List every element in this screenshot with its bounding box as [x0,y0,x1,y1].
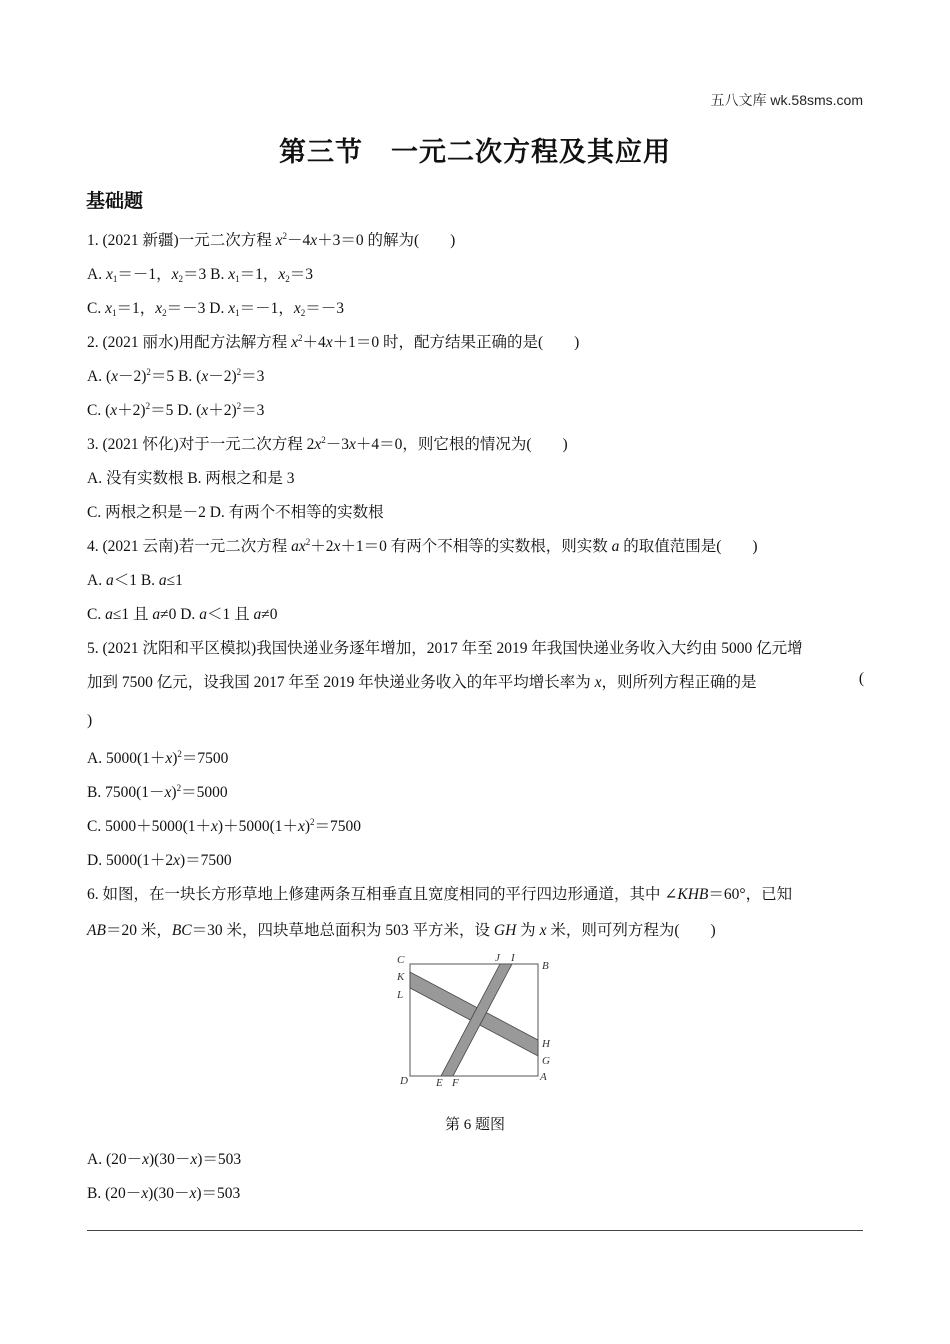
label-c: C [397,954,405,966]
q4-stem: 4. (2021 云南)若一元二次方程 $ax^2+2x+1=0$ 有两个不相等的实数根，则实数 a 的取值范围是( ) [87,537,758,555]
q5-answer-paren-open: ( [858,670,864,687]
watermark: 五八文库 wk.58sms.com [710,92,863,108]
q4-options-ab: A. a＜1 B. a≤1 [87,572,183,589]
q5-option-d: D. 5000(1＋2x)＝7500 [87,852,232,869]
section-heading: 基础题 [86,190,144,212]
q1-options-ab: A. $x_1=-1$，$x_2=3$ B. $x_1=1$，$x_2=3$ [87,266,314,284]
label-i: I [511,952,515,964]
q5-option-a: A. $5000(1+x)^2=7500$ [87,749,229,767]
q1-stem: 1. (2021 新疆)一元二次方程 $x^2-4x+3=0$ 的解为( ) [87,231,456,249]
label-l: L [397,989,404,1001]
label-h: H [542,1038,550,1050]
label-f: F [452,1077,459,1089]
q3-options-cd: C. 两根之积是－2 D. 有两个不相等的实数根 [87,504,384,521]
q6-stem-line1: 6. 如图，在一块长方形草地上修建两条互相垂直且宽度相同的平行四边形通道，其中 ∠KHB＝60°，已知 [87,886,793,903]
q3-options-ab: A. 没有实数根 B. 两根之和是 3 [87,470,295,487]
q6-figure [394,950,559,1090]
label-d: D [400,1075,408,1087]
q5-stem-line1: 5. (2021 沈阳和平区模拟)我国快递业务逐年增加，2017 年至 2019 年我国快递业务收入大约由 5000 亿元增 [87,640,803,657]
figure-caption: 第 6 题图 [444,1117,505,1133]
q6-stem-line2: AB＝20 米，BC＝30 米，四块草地总面积为 503 平方米，设 GH 为 x 米，则可列方程为( ) [87,922,716,939]
label-e: E [436,1077,443,1089]
q2-options-ab: A. $(x-2)^2=5$ B. $(x-2)^2=3$ [87,367,265,385]
label-j: J [495,952,500,964]
q6-option-a: A. (20－x)(30－x)＝503 [87,1151,242,1168]
label-a: A [540,1071,547,1083]
q5-answer-paren-close: ) [87,712,93,729]
page-title: 第三节 一元二次方程及其应用 [279,137,671,168]
q6-option-b: B. (20－x)(30－x)＝503 [87,1185,241,1202]
label-b: B [542,960,549,972]
q4-options-cd: C. a≤1 且 a≠0 D. a＜1 且 a≠0 [87,606,278,623]
q1-options-cd: C. $x_1=1$，$x_2=-3$ D. $x_1=-1$，$x_2=-3$ [87,300,345,318]
q3-stem: 3. (2021 怀化)对于一元二次方程 $2x^2-3x+4=0$，则它根的情况为( ) [87,435,568,453]
q5-option-c: C. $5000+5000(1+x)+5000(1+x)^2=7500$ [87,817,362,835]
label-k: K [397,971,405,983]
q2-stem: 2. (2021 丽水)用配方法解方程 $x^2+4x+1=0$ 时，配方结果正确的是( ) [87,333,580,351]
footer-rule [87,1230,863,1231]
q5-option-b: B. $7500(1-x)^2=5000$ [87,783,228,801]
q5-stem-line2: 加到 7500 亿元，设我国 2017 年至 2019 年快递业务收入的年平均增长率为 x，则所列方程正确的是 [87,674,757,691]
q2-options-cd: C. $(x+2)^2=5$ D. $(x+2)^2=3$ [87,401,265,419]
label-g: G [542,1055,550,1067]
